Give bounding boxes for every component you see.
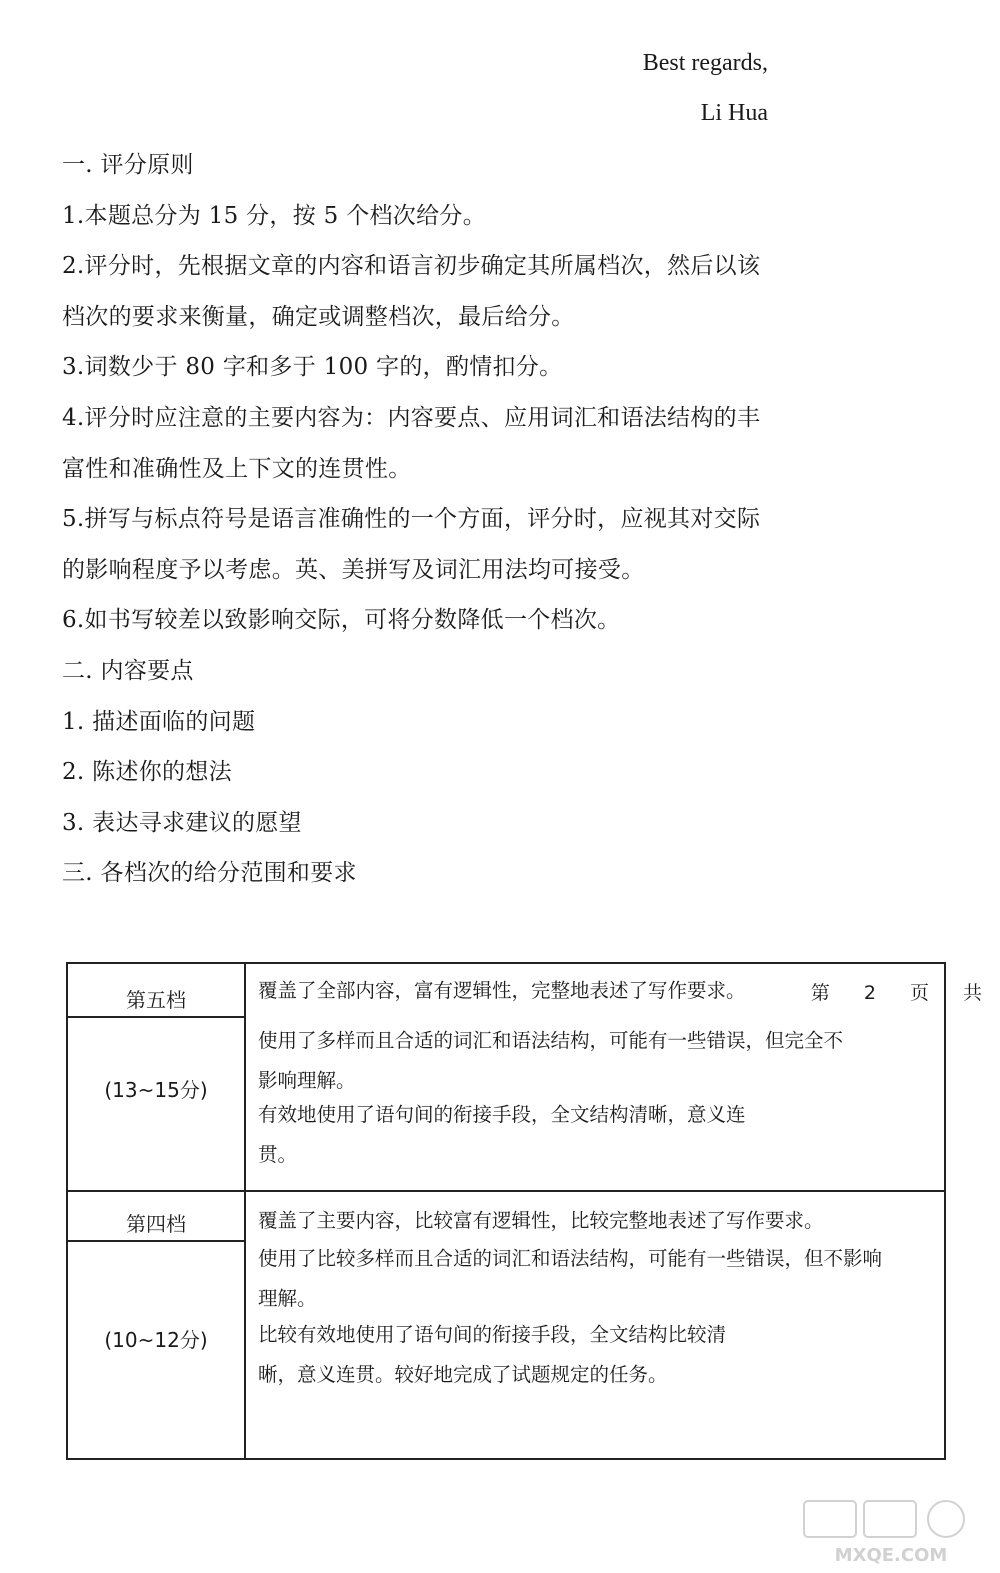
tier4-line-4: 比较有效地使用了语句间的衔接手段，全文结构比较清 bbox=[258, 1323, 727, 1346]
closing-regards: Best regards, bbox=[642, 50, 768, 76]
watermark-text: MXQE.COM bbox=[834, 1545, 948, 1566]
tier4-line-1: 覆盖了主要内容，比较富有逻辑性，比较完整地表述了写作要求。 bbox=[258, 1209, 824, 1232]
section-heading-content: 二. 内容要点 bbox=[62, 657, 194, 684]
tier5-line-2: 使用了多样而且合适的词汇和语法结构，可能有一些错误，但完全不 bbox=[258, 1029, 844, 1052]
principle-2: 2.评分时，先根据文章的内容和语言初步确定其所属档次，然后以该 bbox=[62, 253, 761, 280]
tier4-range: (10~12分) bbox=[104, 1328, 208, 1352]
table-rule bbox=[68, 1016, 244, 1018]
tier5-label: 第五档 bbox=[126, 988, 186, 1012]
section-heading-tiers: 三. 各档次的给分范围和要求 bbox=[62, 860, 357, 887]
tier5-line-5: 贯。 bbox=[258, 1143, 298, 1166]
rubric-table bbox=[66, 962, 946, 1460]
tier4-label: 第四档 bbox=[126, 1212, 186, 1236]
content-point-2: 2. 陈述你的想法 bbox=[62, 759, 232, 786]
principle-4: 4.评分时应注意的主要内容为：内容要点、应用词汇和语法结构的丰 bbox=[62, 404, 761, 431]
principle-5: 5.拼写与标点符号是语言准确性的一个方面，评分时，应视其对交际 bbox=[62, 506, 761, 533]
tier5-line-4: 有效地使用了语句间的衔接手段，全文结构清晰，意义连 bbox=[258, 1103, 746, 1126]
content-point-3: 3. 表达寻求建议的愿望 bbox=[62, 809, 302, 836]
content-point-1: 1. 描述面临的问题 bbox=[62, 708, 256, 735]
tier5-line-3: 影响理解。 bbox=[258, 1069, 356, 1092]
scoring-guidelines bbox=[62, 150, 782, 909]
principle-4-cont: 富性和准确性及上下文的连贯性。 bbox=[62, 455, 412, 482]
principle-3: 3.词数少于 80 字和多于 100 字的，酌情扣分。 bbox=[62, 354, 563, 381]
principle-1: 1.本题总分为 15 分，按 5 个档次给分。 bbox=[62, 202, 486, 229]
tier4-line-3: 理解。 bbox=[258, 1287, 317, 1310]
table-rule bbox=[68, 1190, 944, 1192]
principle-5-cont: 的影响程度予以考虑。英、美拼写及词汇用法均可接受。 bbox=[62, 556, 645, 583]
closing-name: Li Hua bbox=[700, 100, 768, 126]
tier5-range: (13~15分) bbox=[104, 1078, 208, 1102]
section-heading-principles: 一. 评分原则 bbox=[62, 152, 194, 178]
principle-6: 6.如书写较差以致影响交际，可将分数降低一个档次。 bbox=[62, 607, 621, 634]
table-divider bbox=[244, 964, 246, 1458]
tier5-line-1: 覆盖了全部内容，富有逻辑性，完整地表述了写作要求。 bbox=[258, 979, 746, 1002]
tier4-line-5: 晰，意义连贯。较好地完成了试题规定的任务。 bbox=[258, 1363, 668, 1386]
watermark-logo bbox=[796, 1497, 986, 1567]
tier4-line-2: 使用了比较多样而且合适的词汇和语法结构，可能有一些错误，但不影响 bbox=[258, 1247, 883, 1270]
table-rule bbox=[68, 1240, 244, 1242]
principle-2-cont: 档次的要求来衡量，确定或调整档次，最后给分。 bbox=[62, 303, 575, 330]
page-number: 第 2 页 共 bbox=[810, 982, 996, 1004]
